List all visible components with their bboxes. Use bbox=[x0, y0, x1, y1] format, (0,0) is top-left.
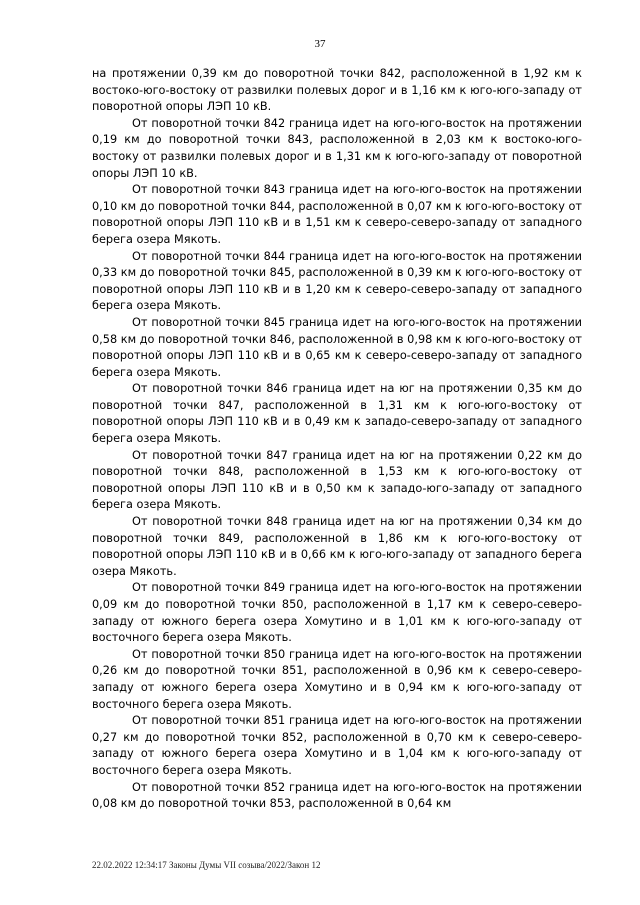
paragraph: От поворотной точки 843 граница идет на юго-юго-восток на протяжении 0,10 км до поворотной точки 844, расположенной в 0,07 км к юго-юго-востоку от поворотной опоры ЛЭП 110 кВ и в 1,51 км к северо-северо-западу от западного берега озера Мякоть. bbox=[92, 183, 582, 246]
paragraph: От поворотной точки 852 граница идет на юго-юго-восток на протяжении 0,08 км до поворотной точки 853, расположенной в 0,64 км bbox=[92, 780, 582, 811]
paragraph: От поворотной точки 847 граница идет на юг на протяжении 0,22 км до поворотной точки 848, расположенной в 1,53 км к юго-юго-востоку от поворотной опоры ЛЭП 110 кВ и в 0,50 км к западо-юго-западу от западного берега озера Мякоть. bbox=[92, 448, 582, 512]
paragraph: От поворотной точки 842 граница идет на юго-юго-восток на протяжении 0,19 км до поворотной точки 843, расположенной в 2,03 км к востоко-юго-востоку от развилки полевых дорог и в 1,31 км к юго-юго-западу от поворотной опоры ЛЭП 10 кВ. bbox=[92, 116, 582, 180]
paragraph: От поворотной точки 845 граница идет на юго-юго-восток на протяжении 0,58 км до поворотной точки 846, расположенной в 0,98 км к юго-юго-востоку от поворотной опоры ЛЭП 110 кВ и в 0,65 км к северо-северо-западу от западного берега озера Мякоть. bbox=[92, 315, 582, 379]
paragraph: От поворотной точки 851 граница идет на юго-юго-восток на протяжении 0,27 км до поворотной точки 852, расположенной в 0,70 км к северо-северо-западу от южного берега озера Хомутино и в 1,04 км к юго-юго-западу от восточного берега озера Мякоть. bbox=[92, 714, 582, 777]
document-body bbox=[92, 66, 582, 813]
paragraph: От поворотной точки 844 граница идет на юго-юго-восток на протяжении 0,33 км до поворотной точки 845, расположенной в 0,39 км к юго-юго-востоку от поворотной опоры ЛЭП 110 кВ и в 1,20 км к северо-северо-западу от западного берега озера Мякоть. bbox=[92, 249, 582, 313]
page-number: 37 bbox=[314, 38, 326, 50]
paragraph: От поворотной точки 850 граница идет на юго-юго-восток на протяжении 0,26 км до поворотной точки 851, расположенной в 0,96 км к северо-северо-западу от южного берега озера Хомутино и в 0,94 км к юго-юго-западу от восточного берега озера Мякоть. bbox=[92, 647, 582, 711]
paragraph: От поворотной точки 846 граница идет на юг на протяжении 0,35 км до поворотной точки 847, расположенной в 1,31 км к юго-юго-востоку от поворотной опоры ЛЭП 110 кВ и в 0,49 км к западо-северо-западу от западного берега озера Мякоть. bbox=[92, 382, 582, 446]
footer-stamp: 22.02.2022 12:34:17 Законы Думы VII созыва/2022/Закон 12 bbox=[92, 860, 321, 870]
paragraph: на протяжении 0,39 км до поворотной точки 842, расположенной в 1,92 км к востоко-юго-востоку от развилки полевых дорог и в 1,16 км к юго-юго-западу от поворотной опоры ЛЭП 10 кВ. bbox=[92, 67, 582, 114]
paragraph: От поворотной точки 849 граница идет на юго-юго-восток на протяжении 0,09 км до поворотной точки 850, расположенной в 1,17 км к северо-северо-западу от южного берега озера Хомутино и в 1,01 км к юго-юго-западу от восточного берега озера Мякоть. bbox=[92, 581, 582, 645]
paragraph: От поворотной точки 848 граница идет на юг на протяжении 0,34 км до поворотной точки 849, расположенной в 1,86 км к юго-юго-востоку от поворотной опоры ЛЭП 110 кВ и в 0,66 км к юго-юго-западу от западного берега озера Мякоть. bbox=[92, 515, 582, 578]
